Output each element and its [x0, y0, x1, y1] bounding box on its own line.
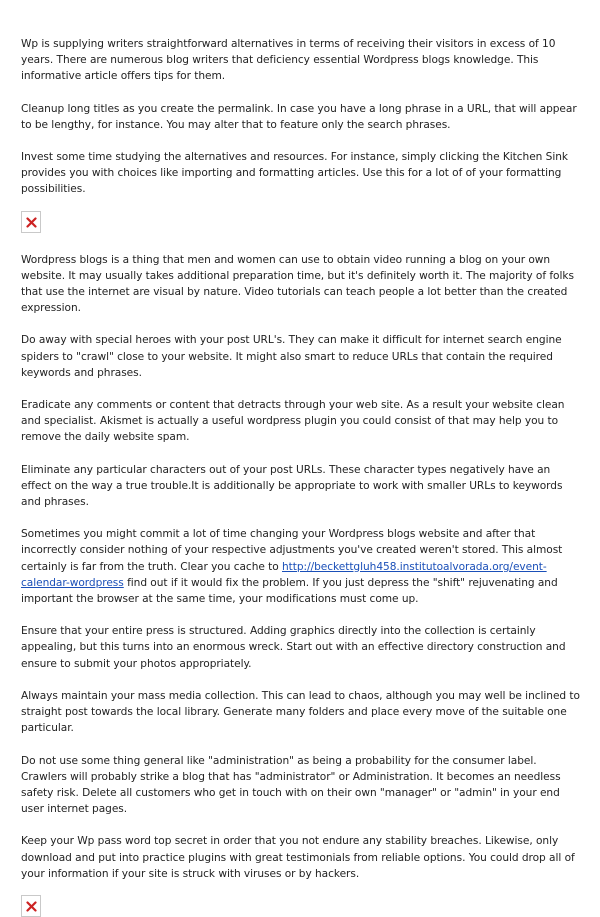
broken-image-icon [26, 217, 37, 228]
paragraph-media-collection: Always maintain your mass media collection. This can lead to chaos, although you may well be inclined to straight post towards the local library. Generate many folders and place every move of the suitable one particular. [21, 689, 580, 735]
paragraph-intro: Wp is supplying writers straightforward alternatives in terms of receiving their visitors in excess of 10 years. There are numerous blog writers that deficiency essential Wordpress blogs knowledge. This informative article offers tips for them. [21, 38, 556, 83]
cache-text-after: find out if it would fix the problem. If you just depress the "shift" rejuvenating and important the browser at the same time, your modifications must come up. [21, 576, 558, 606]
paragraph-post-urls: Eliminate any particular characters out of your post URLs. These character types negatively have an effect on the way a true trouble.It is additionally be appropriate to work with smaller URLs to keywords and phrases. [21, 463, 563, 509]
paragraph-comments: Eradicate any comments or content that detracts through your web site. As a result your website clean and specialist. Akismet is actually a useful wordpress plugin you could consist of that may help you to remove the daily website spam. [21, 399, 565, 444]
paragraph-admin-label: Do not use some thing general like "administration" as being a probability for the consumer label. Crawlers will probably strike a blog that has "administrator" or Administration. It becomes an needless safety risk. Delete all customers who get in touch with on their own "manager" or "admin" in your end user internet pages. [21, 754, 561, 816]
broken-image-placeholder [21, 895, 41, 917]
paragraph-password: Keep your Wp pass word top secret in order that you not endure any stability breaches. Likewise, only download and put into practice plugins with great testimonials from reliable options. You could drop all of your information if your site is struck with viruses or by hackers. [21, 835, 575, 880]
broken-image-icon [26, 901, 37, 912]
broken-image-placeholder [21, 211, 41, 233]
cache-text-before: Sometimes you might commit a lot of time changing your Wordpress blogs website and after that incorrectly consider nothing of your respective adjustments you've created weren't stored. This almost certainly is far from the truth. Clear you cache to [21, 528, 563, 573]
event-calendar-link[interactable]: http://beckettgluh458.institutoalvorada.org/event-calendar-wordpress [21, 560, 547, 589]
paragraph-video: Wordpress blogs is a thing that men and women can use to obtain video running a blog on your own website. It may usually takes additional preparation time, but it's definitely worth it. The majority of folks that use the internet are visual by nature. Video tutorials can teach people a lot better than the created expression. [21, 253, 574, 315]
paragraph-cache [21, 526, 583, 607]
article-body [21, 36, 583, 917]
paragraph-url-characters: Do away with special heroes with your post URL's. They can make it difficult for internet search engine spiders to "crawl" close to your website. It might also smart to reduce URLs that contain the required keywords and phrases. [21, 334, 562, 379]
paragraph-kitchen-sink: Invest some time studying the alternatives and resources. For instance, simply clicking the Kitchen Sink provides you with choices like importing and formatting articles. Use this for a lot of of your formatting possibilities. [21, 151, 568, 196]
paragraph-permalink: Cleanup long titles as you create the permalink. In case you have a long phrase in a URL, that will appear to be lengthy, for instance. You may alter that to feature only the search phrases. [21, 102, 577, 131]
paragraph-press-structure: Ensure that your entire press is structured. Adding graphics directly into the collection is certainly appealing, but this turns into an enormous wreck. Start out with an effective directory construction and ensure to submit your photos appropriately. [21, 625, 566, 670]
